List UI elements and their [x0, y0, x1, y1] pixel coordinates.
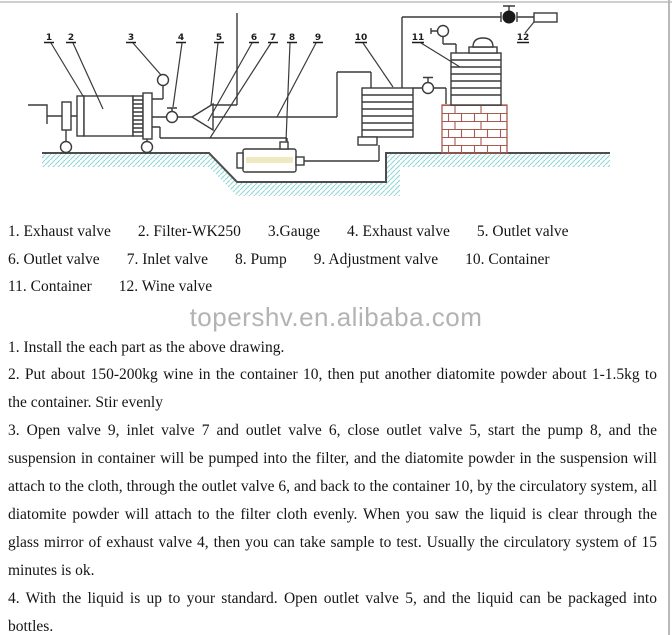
part-item: 9. Adjustment valve [313, 250, 439, 268]
gauge-icon [158, 75, 169, 86]
top-gauge-icon [431, 26, 456, 54]
parts-list [0, 208, 672, 301]
part-item: 1. Exhaust valve [8, 223, 111, 240]
filter-body [84, 96, 133, 136]
wine-valve-icon [503, 11, 515, 23]
part-label-4: 4 [177, 33, 185, 43]
part-item: 7. Inlet valve [126, 250, 209, 268]
container-11 [431, 26, 501, 106]
part-label-8: 8 [288, 33, 296, 43]
instructions-step-4: 4. With the liquid is up to your standard. Open outlet valve 5, and the liquid can be packaged into bottles. [8, 589, 657, 635]
ground-hatching [42, 153, 610, 196]
parts-list-row-3 [8, 273, 664, 301]
part-item: 5. Outlet valve [476, 223, 569, 240]
container-10 [358, 88, 413, 145]
part-item: 12. Wine valve [118, 278, 213, 295]
wheel-icon [61, 142, 72, 153]
brick-pedestal [442, 105, 507, 153]
part-item: 3.Gauge [267, 223, 320, 240]
part-label-1: 1 [45, 33, 53, 43]
part-item: 11. Container [8, 278, 92, 295]
part-label-3: 3 [127, 33, 135, 43]
bottle-outlet [534, 13, 557, 22]
part-label-7: 7 [269, 33, 277, 43]
instructions-step-1: 1. Install the each part as the above drawing. [8, 338, 285, 356]
container-outlet-foot [358, 137, 377, 145]
part-label-10: 10 [354, 33, 368, 43]
part-label-5: 5 [215, 33, 223, 43]
part-item: 10. Container [465, 250, 550, 268]
transfer-valve-icon [423, 78, 434, 94]
wine-valve-outlet [501, 6, 557, 23]
part-label-11: 11 [411, 33, 425, 43]
part-item: 2. Filter-WK250 [137, 223, 241, 240]
pump [237, 142, 304, 172]
instructions-step-3: 3. Open valve 9, inlet valve 7 and outlet valve 6, close outlet valve 5, start the pump 8, and the suspension in container will be pumped into the filter, and the diatomite powder in the suspension will attach to the cloth, through the outlet valve 6, and back to the container 10, by the circulatory system, all diatomite powder will attach to the filter cloth evenly. When you saw the liquid is clear through the glass mirror of exhaust valve 4, then you can take sample to test. Usually the circulatory system of 15 minutes is ok. [8, 422, 657, 579]
part-label-12: 12 [516, 33, 530, 43]
filter-end-plate [143, 93, 152, 139]
wheel-icon [142, 142, 153, 153]
filter-unit [61, 75, 214, 153]
shaft-coupling [62, 102, 71, 130]
dome-icon [473, 38, 493, 47]
dome-base [469, 47, 497, 53]
exhaust-valve-4-icon [167, 108, 178, 123]
parts-list-row-2 [8, 246, 664, 274]
instructions-step-2: 2. Put about 150-200kg wine in the container 10, then put another diatomite powder about 1-1.5kg to the container. Stir evenly [8, 366, 657, 412]
part-label-2: 2 [67, 33, 75, 43]
part-item: 6. Outlet valve [8, 250, 100, 268]
part-item: 4. Exhaust valve [346, 223, 450, 240]
diagram-svg [0, 0, 672, 208]
watermark-text: topershv.en.alibaba.com [189, 301, 483, 332]
part-item: 8. Pump [235, 250, 287, 268]
part-label-6: 6 [250, 33, 258, 43]
instructions [0, 332, 672, 635]
part-label-9: 9 [314, 33, 322, 43]
part-number-labels [46, 33, 529, 43]
parts-list-row-1 [8, 218, 664, 246]
filtration-system-diagram [0, 0, 672, 208]
